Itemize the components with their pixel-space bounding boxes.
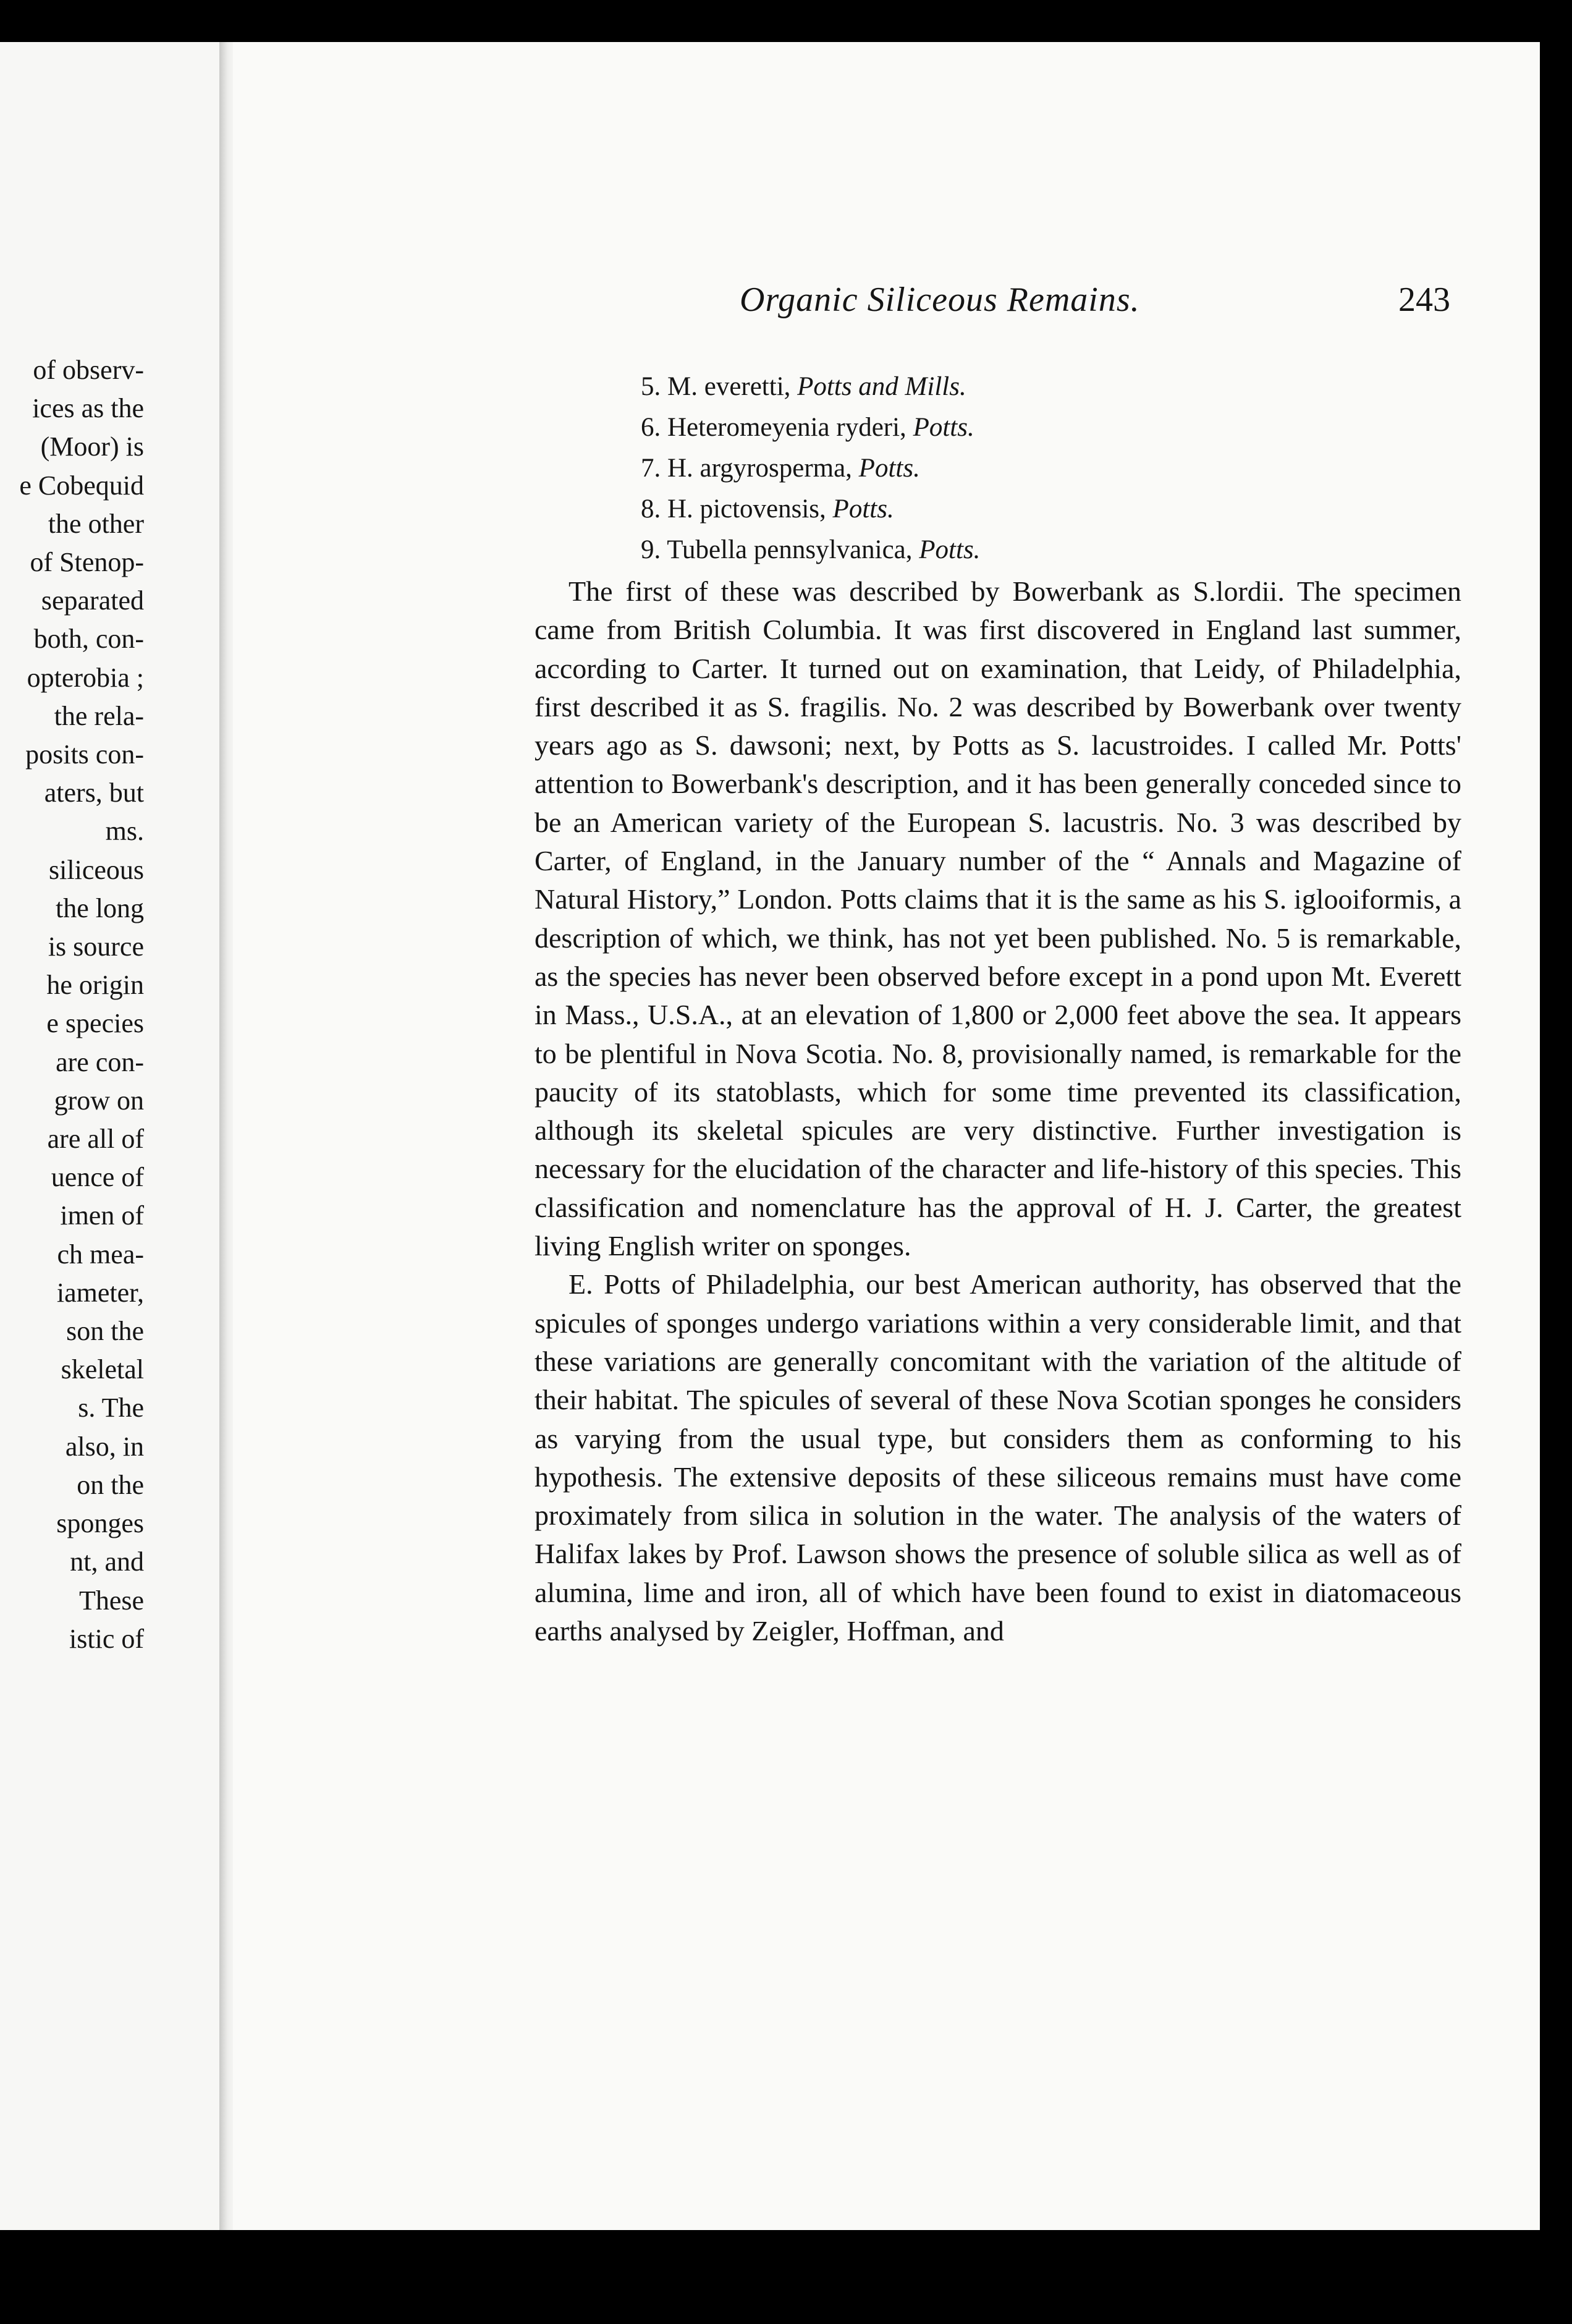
facing-line: the rela- (54, 700, 144, 731)
facing-line: uence of (51, 1162, 144, 1193)
facing-line: e species (46, 1008, 144, 1039)
facing-line: also, in (65, 1431, 144, 1462)
list-item: 9. Tubella pennsylvanica, Potts. (641, 535, 981, 564)
list-item: 7. H. argyrosperma, Potts. (641, 454, 920, 483)
facing-line: the long (56, 893, 144, 923)
facing-line: grow on (54, 1085, 144, 1116)
facing-line: are con- (56, 1046, 144, 1077)
list-item: 6. Heteromeyenia ryderi, Potts. (641, 413, 974, 442)
list-item: 8. H. pictovensis, Potts. (641, 494, 894, 524)
facing-line: sponges (56, 1508, 144, 1539)
facing-line: (Moor) is (40, 431, 144, 462)
list-item: 5. M. everetti, Potts and Mills. (641, 372, 966, 401)
facing-line: separated (41, 585, 144, 616)
facing-line: is source (48, 931, 144, 962)
facing-line: posits con- (25, 739, 144, 770)
facing-line: ices as the (32, 393, 144, 424)
facing-line: These (78, 1585, 144, 1616)
facing-line: ms. (105, 816, 144, 847)
facing-line: son the (66, 1316, 144, 1347)
facing-line: are all of (47, 1124, 144, 1155)
facing-line: iameter, (56, 1277, 144, 1308)
facing-line: skeletal (61, 1354, 144, 1385)
facing-line: istic of (69, 1623, 144, 1654)
book-gutter (219, 42, 233, 2230)
species-list (641, 367, 980, 570)
paragraph-species-notes: The first of these was described by Bowerbank as S.lordii. The specimen came from British Columbia. It was first discovered in England last summer, according to Carter. It turned out on examination, that Leidy, of Philadelphia, first described it as S. fragilis. No. 2 was described by Bowerbank over twenty years ago as S. dawsoni; next, by Potts as S. lacustroides. I called Mr. Potts' attention to Bowerbank's description, and it has been generally conceded since to be an American variety of the European S. lacustris. No. 3 was described by Carter, of England, in the January number of the “ Annals and Magazine of Natural History,” London. Potts claims that it is the same as his S. iglooiformis, a description of which, we think, has not yet been published. No. 5 is remarkable, as the species has never been observed before except in a pond upon Mt. Everett in Mass., U.S.A., at an elevation of 1,800 or 2,000 feet above the sea. It appears to be plentiful in Nova Scotia. No. 8, provisionally named, is remarkable for the paucity of its statoblasts, which for some time prevented its classification, although its skeletal spicules are very distinctive. Further investigation is necessary for the elucidation of the character and life-history of this species. This classification and nomenclature has the approval of H. J. Carter, the greatest living English writer on sponges. (535, 575, 1461, 1262)
facing-line: s. The (78, 1393, 144, 1423)
facing-line: aters, but (44, 778, 144, 808)
facing-line: of Stenop- (30, 547, 144, 578)
facing-line: opterobia ; (27, 662, 144, 693)
facing-page (0, 42, 219, 2230)
facing-line: imen of (60, 1200, 144, 1231)
main-page (233, 42, 1540, 2230)
facing-line: he origin (46, 970, 144, 1001)
facing-line: e Cobequid (19, 470, 144, 501)
paragraph-spicule-variation: E. Potts of Philadelphia, our best American authority, has observed that the spicules of sponges undergo variations within a very considerable limit, and that these variations are generally concomitant with the variation of the altitude of their habitat. The spicules of several of these Nova Scotian sponges he considers as varying from the usual type, but considers them as conforming to his hypothesis. The extensive deposits of these siliceous remains must have come proximately from silica in solution in the water. The analysis of the waters of Halifax lakes by Prof. Lawson shows the presence of soluble silica as well as of alumina, lime and iron, all of which have been found to exist in diatomaceous earths analysed by Zeigler, Hoffman, and (535, 1268, 1461, 1647)
facing-line: both, con- (33, 624, 144, 655)
facing-line: ch mea- (57, 1239, 144, 1270)
facing-line: on the (77, 1469, 144, 1500)
facing-line: the other (48, 508, 144, 539)
facing-line: siliceous (49, 854, 144, 885)
body-text (535, 572, 1461, 1650)
facing-page-text (0, 351, 144, 1658)
page-number: 243 (1398, 281, 1450, 319)
facing-line: nt, and (70, 1546, 144, 1577)
page-header (740, 280, 1450, 323)
facing-line: of observ- (33, 355, 144, 385)
running-title: Organic Siliceous Remains. (740, 281, 1140, 319)
